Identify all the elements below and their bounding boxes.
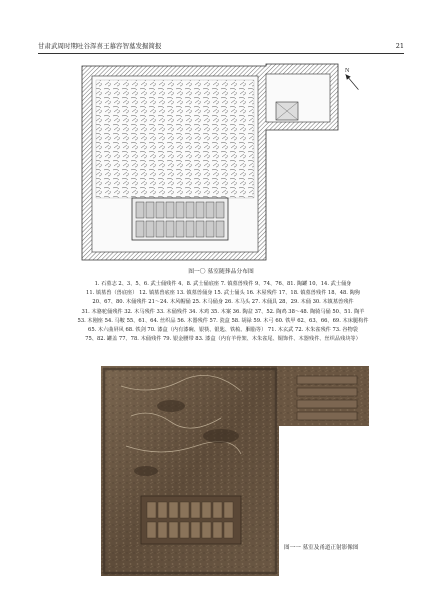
legend-line: 53. 木刚座 54. 马鞍 55、61、64. 丝织品 56. 木器残件 57. 瓷盒 58. 胡禄 59. 木弓 60. 铁甲 62、63、66、69. 木床腿构件 (77, 317, 369, 324)
running-header (38, 40, 404, 52)
artifact-scatter (96, 80, 254, 198)
legend-line: 11. 镇墓兽（兽底座） 12. 镇墓兽底座 13. 镇墓兽俑身 15. 武士俑头 16. 木屋残件 17、18. 镇墓兽残件 18、48. 陶狗 (86, 290, 360, 297)
journal-title: 甘肃武周时期吐谷浑喜王慕容智墓发掘简报 (38, 42, 162, 50)
legend-line: 1. 石墓志 2、3、5、6. 武士俑残件 4、8. 武士俑底座 7. 镇墓兽残件 9、74、76、81. 陶罐 10、14. 武士俑身 (94, 281, 352, 287)
figure-caption-photo: 图一一 墓室及甬道正射影像图 (284, 545, 359, 551)
north-arrow-label: N (345, 68, 350, 74)
tomb-plan-drawing (76, 60, 366, 265)
header-rule (38, 53, 404, 54)
north-arrow (344, 73, 361, 92)
legend-line: 31. 木骆驼俑残件 32. 木马残件 33. 木俑残件 34. 木鸡 35. 木案 36. 陶盆 37、52. 陶鸡 38～48. 陶骑马俑 50、51. 陶羊 (81, 308, 365, 315)
artifact-legend (48, 280, 398, 344)
legend-line: 20、67、80. 木俑残件 21～24. 木风帽俑 25. 木马俑身 26. 木马头 27. 木俑具 28、29. 木俑 30. 木镇墓兽残件 (92, 299, 354, 306)
legend-line: 65. 木六曲屏风 68. 铁剑 70. 漆盒（内有漆碗、银筷、银匙、铁梳、胭脂等） 71. 木玄武 72. 木朱雀残件 73. 谷物袋 (88, 327, 358, 334)
plan-svg (76, 60, 366, 265)
page-number: 21 (395, 42, 404, 50)
figure-caption-plan: 图一〇 墓室随葬品分布图 (188, 269, 254, 275)
legend-line: 75、82. 罐盖 77、78. 木俑残件 79. 银金腰带 83. 漆盒（内有羊骨架、木朱雀尾、铜饰件、木器残件、丝织品残块等） (85, 336, 361, 343)
